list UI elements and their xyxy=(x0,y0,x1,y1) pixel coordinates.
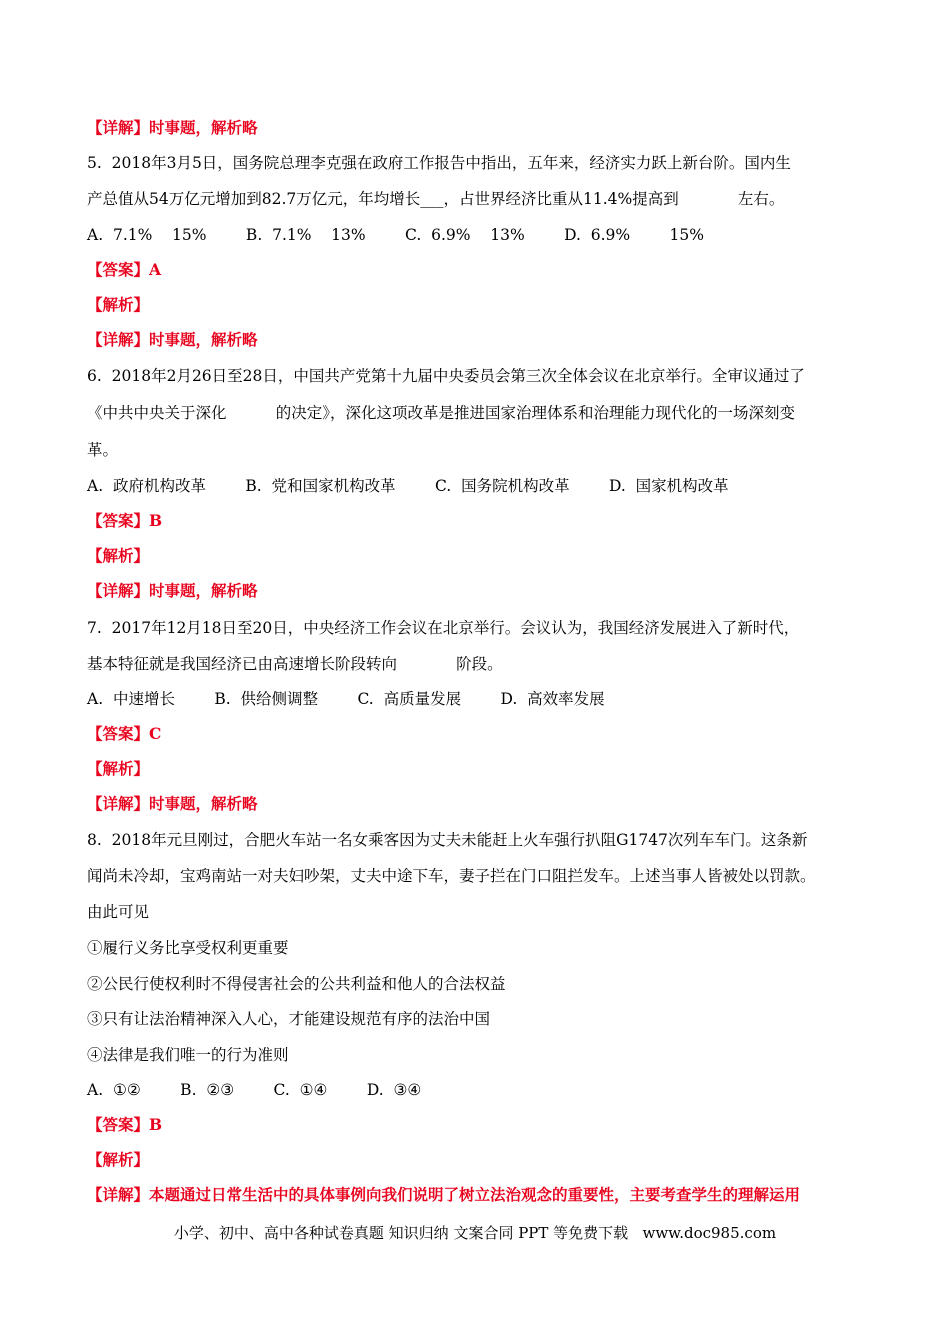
question-text: 6. 2018年2月26日至28日，中国共产党第十九届中央委员会第三次全体会议在北京举行。全审议通过了 xyxy=(87,367,805,385)
question-text: 8. 2018年元旦刚过，合肥火车站一名女乘客因为丈夫未能赶上火车强行扒阻G1747次列车车门。这条新 xyxy=(87,831,808,849)
detail-label: 【详解】时事题，解析略 xyxy=(87,581,258,600)
answer-label: 【答案】A xyxy=(87,260,162,279)
text-line: ③只有让法治精神深入人心，才能建设规范有序的法治中国 xyxy=(87,1010,491,1028)
answer-options: A. 7.1% 15% B. 7.1% 13% C. 6.9% 13% D. 6.9% 15% xyxy=(87,226,704,244)
detail-label: 【详解】时事题，解析略 xyxy=(87,330,258,349)
text-line: 基本特征就是我国经济已由高速增长阶段转向 阶段。 xyxy=(87,655,503,673)
detail-label: 【详解】本题通过日常生活中的具体事例向我们说明了树立法治观念的重要性，主要考查学生的理解运用 xyxy=(87,1185,801,1204)
answer-options: A. ①② B. ②③ C. ①④ D. ③④ xyxy=(87,1081,422,1099)
answer-options: A. 政府机构改革 B. 党和国家机构改革 C. 国务院机构改革 D. 国家机构改革 xyxy=(87,477,729,495)
text-line: ②公民行使权利时不得侵害社会的公共利益和他人的合法权益 xyxy=(87,975,506,993)
detail-label: 【详解】时事题，解析略 xyxy=(87,794,258,813)
question-text: 5. 2018年3月5日，国务院总理李克强在政府工作报告中指出，五年来，经济实力跃上新台阶。国内生 xyxy=(87,154,791,172)
analysis-label: 【解析】 xyxy=(87,295,150,314)
answer-options: A. 中速增长 B. 供给侧调整 C. 高质量发展 D. 高效率发展 xyxy=(87,690,605,708)
text-line: 产总值从54万亿元增加到82.7万亿元，年均增长___，占世界经济比重从11.4%提高到 左右。 xyxy=(87,190,785,208)
analysis-label: 【解析】 xyxy=(87,759,150,778)
text-line: ④法律是我们唯一的行为准则 xyxy=(87,1046,289,1064)
question-text: 7. 2017年12月18日至20日，中央经济工作会议在北京举行。会议认为，我国经济发展进入了新时代， xyxy=(87,619,800,637)
answer-label: 【答案】C xyxy=(87,724,162,743)
answer-label: 【答案】B xyxy=(87,1115,163,1134)
page-footer: 小学、初中、高中各种试卷真题 知识归纳 文案合同 PPT 等免费下载 www.doc985.com xyxy=(173,1224,777,1242)
answer-label: 【答案】B xyxy=(87,511,163,530)
text-line: 由此可见 xyxy=(87,903,150,921)
detail-label: 【详解】时事题，解析略 xyxy=(87,118,258,137)
text-line: 《中共中央关于深化 的决定》，深化这项改革是推进国家治理体系和治理能力现代化的一场深刻变 xyxy=(87,404,796,422)
text-line: 闻尚未冷却，宝鸡南站一对夫妇吵架，丈夫中途下车，妻子拦在门口阻拦发车。上述当事人皆被处以罚款。 xyxy=(87,867,816,885)
analysis-label: 【解析】 xyxy=(87,546,150,565)
text-line: ①履行义务比享受权利更重要 xyxy=(87,939,289,957)
text-line: 革。 xyxy=(87,441,119,459)
analysis-label: 【解析】 xyxy=(87,1150,150,1169)
